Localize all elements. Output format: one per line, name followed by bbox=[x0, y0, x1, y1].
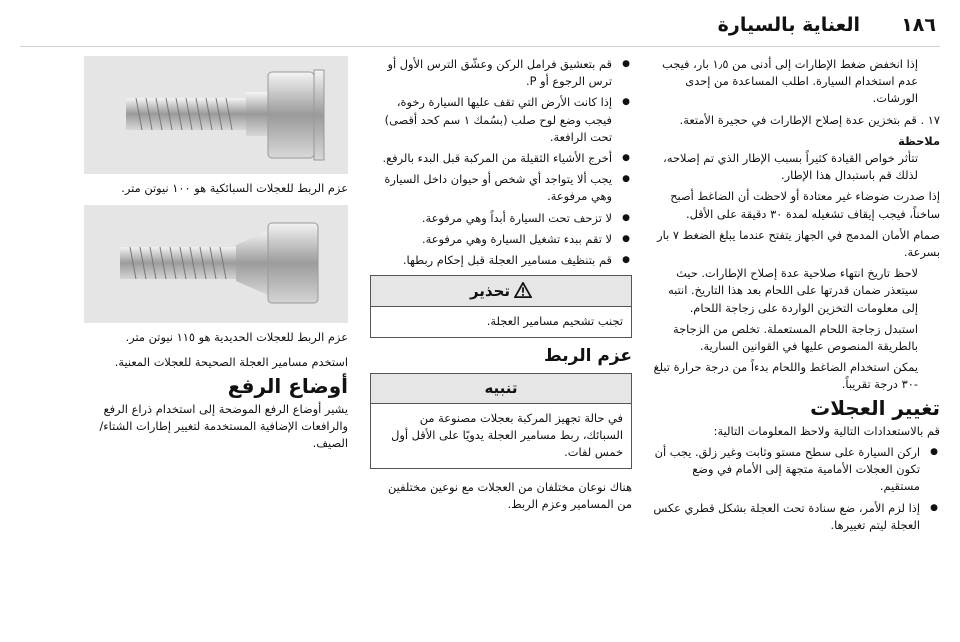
column-right bbox=[652, 56, 940, 538]
heading-wheel-change: تغيير العجلات bbox=[810, 395, 940, 420]
page-title: العناية بالسيارة bbox=[717, 14, 860, 36]
note-temperature: يمكن استخدام الضاغط واللحام بدءاً من درجة حرارة تبلغ -٣٠ درجة تقريباً. bbox=[653, 360, 918, 392]
bullet-park: ● اركن السيارة على سطح مستو وثابت وغير زلق. يجب أن تكون العجلات الأمامية متجهة إلى الأمام في وضع مستقيم. bbox=[652, 444, 940, 496]
page-number: ١٨٦ bbox=[901, 14, 936, 36]
note-handling: تتأثر خواص القيادة كثيراً بسبب الإطار الذي تم إصلاحه، لذلك قم باستبدال هذا الإطار. bbox=[663, 151, 918, 183]
bullet-no-start: ● لا تقم ببدء تشغيل السيارة وهي مرفوعة. bbox=[370, 231, 632, 248]
warning-title: تحذير bbox=[469, 282, 511, 301]
warning-text: تجنب تشحيم مسامير العجلة. bbox=[486, 314, 623, 329]
warning-box bbox=[370, 275, 632, 337]
paragraph-correct-bolts: استخدم مسامير العجلة الصحيحة للعجلات المعنية. bbox=[114, 355, 348, 370]
bullet-chock: ● إذا لزم الأمر، ضع سنادة تحت العجلة بشكل قطري عكس العجلة ليتم تغييرها. bbox=[652, 500, 940, 534]
paragraph-bolt-types: هناك نوعان مختلفان من العجلات مع نوعين مختلفين من المسامير وعزم الربط. bbox=[387, 479, 632, 511]
alloy-wheel-bolt-image bbox=[84, 56, 348, 174]
paragraph-pressure: إذا انخفض ضغط الإطارات إلى أدنى من ١٫٥ بار، فيجب عدم استخدام السيارة. اطلب المساعدة من إحدى الورشات. bbox=[662, 57, 918, 106]
intro-preparations: قم بالاستعدادات التالية ولاحظ المعلومات التالية: bbox=[713, 423, 940, 438]
step-17: ١٧ . قم بتخزين عدة إصلاح الإطارات في حجيرة الأمتعة. bbox=[679, 112, 940, 127]
warning-header bbox=[371, 276, 631, 307]
note-expiry: لاحظ تاريخ انتهاء صلاحية عدة إصلاح الإطارات. حيث سيتعذر ضمان قدرتها على اللحام بعد هذا التاريخ. انتبه إلى معلومات التخزين الواردة على زجاجة اللحام. bbox=[668, 266, 918, 315]
caption-steel-torque: عزم الربط للعجلات الحديدية هو ١١٥ نيوتن متر. bbox=[125, 330, 348, 345]
notice-text: في حالة تجهيز المركبة بعجلات مصنوعة من السبائك، ربط مسامير العجلة يدويًا على الأقل أول خمس لفات. bbox=[391, 411, 623, 460]
heading-jacking-positions: أوضاع الرفع bbox=[227, 373, 348, 398]
note-compressor-heat: إذا صدرت ضوضاء غير معتادة أو لاحظت أن الضاغط أصبح ساخناً، فيجب إيقاف تشغيله لمدة ٣٠ دقيقة على الأقل. bbox=[670, 189, 940, 221]
note-replace-bottle: استبدل زجاجة اللحام المستعملة. تخلص من الزجاجة بالطريقة المنصوص عليها في القوانين السارية. bbox=[672, 321, 918, 354]
warning-triangle-icon bbox=[514, 282, 532, 298]
column-left bbox=[84, 56, 348, 456]
paragraph-jacking: يشير أوضاع الرفع الموضحة إلى استخدام ذراع الرفع والرافعات الإضافية المستخدمة لتغيير إطارات الشتاء/ الصيف. bbox=[99, 401, 348, 451]
bullet-no-occupants: ● يجب ألا يتواجد أي شخص أو حيوان داخل السيارة وهي مرفوعة. bbox=[370, 171, 632, 205]
bullet-parking-brake: ● قم بتعشيق فرامل الركن وعشّق الترس الأول أو ترس الرجوع أو P. bbox=[370, 56, 632, 90]
steel-wheel-bolt-image bbox=[84, 205, 348, 323]
alloy-bolt-icon bbox=[86, 56, 346, 174]
header-rule bbox=[20, 46, 940, 47]
bullet-heavy-objects: ● أخرج الأشياء الثقيلة من المركبة قبل البدء بالرفع. bbox=[370, 150, 632, 167]
page-header bbox=[0, 14, 960, 40]
notice-box bbox=[370, 373, 632, 469]
bullet-clean-bolts: ● قم بتنظيف مسامير العجلة قبل إحكام ربطها. bbox=[370, 252, 632, 269]
caption-alloy-torque: عزم الربط للعجلات السبائكية هو ١٠٠ نيوتن متر. bbox=[121, 181, 348, 195]
steel-bolt-icon bbox=[86, 205, 346, 323]
note-safety-valve: صمام الأمان المدمج في الجهاز يتفتح عندما يبلغ الضغط ٧ بار بسرعة. bbox=[657, 227, 940, 260]
heading-torque: عزم الربط bbox=[544, 345, 632, 366]
note-title: ملاحظة bbox=[898, 133, 940, 148]
bullet-soft-ground: ● إذا كانت الأرض التي تقف عليها السيارة رخوة، فيجب وضع لوح صلب (بسُمك ١ سم كحد أقصى) تحت الرافعة. bbox=[370, 94, 632, 146]
column-middle bbox=[370, 56, 632, 517]
bullet-no-crawl: ● لا تزحف تحت السيارة أبداً وهي مرفوعة. bbox=[370, 210, 632, 227]
notice-title: تنبيه bbox=[371, 374, 631, 404]
